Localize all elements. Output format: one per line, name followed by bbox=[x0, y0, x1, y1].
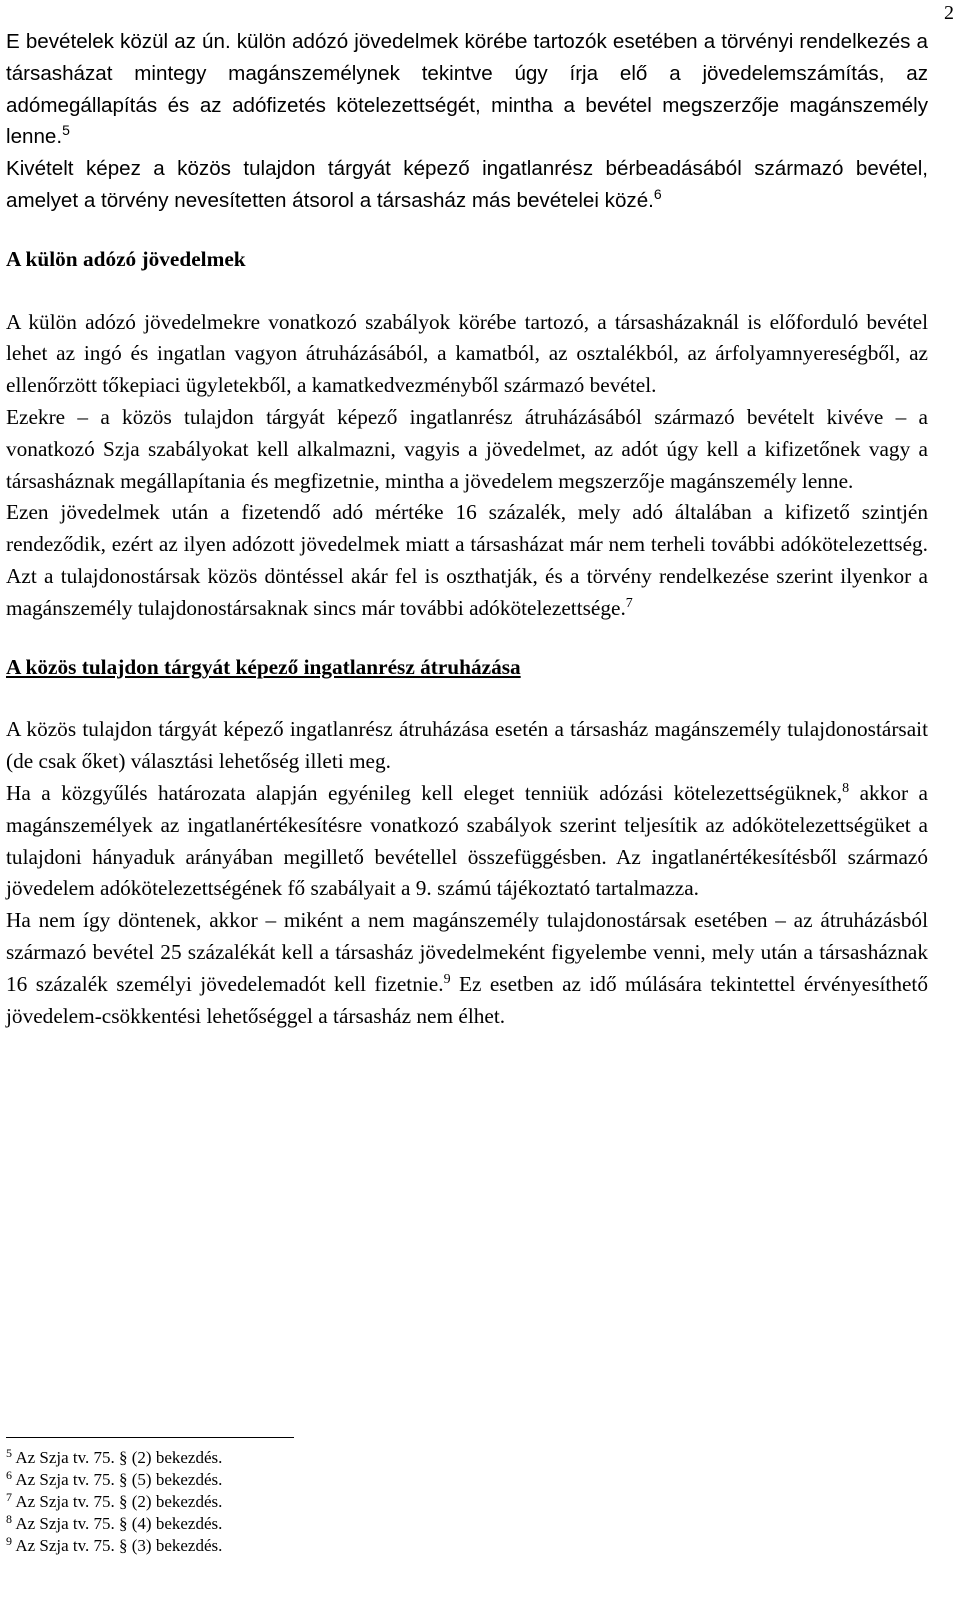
footnote-number: 5 bbox=[6, 1446, 12, 1460]
footnote-7 bbox=[6, 1491, 906, 1513]
footnote-9 bbox=[6, 1535, 906, 1557]
footnotes bbox=[6, 1437, 906, 1557]
section2-paragraph-3 bbox=[6, 905, 928, 1032]
footnote-ref-8[interactable]: 8 bbox=[842, 780, 850, 796]
section2-paragraph-3-text-a: Ha nem így döntenek, akkor – miként a nem magánszemély tulajdonostársak esetében – az átruházásból származó bevétel 25 százalékát kell a társasház jövedelmeként figyelembe venni, mely után a társasháznak 16 százalék személyi jövedelemadót kell fizetnie. bbox=[6, 908, 928, 996]
footnote-number: 6 bbox=[6, 1468, 12, 1482]
intro-paragraph-2 bbox=[6, 153, 928, 217]
footnote-number: 7 bbox=[6, 1490, 12, 1504]
section1-paragraph-2: Ezekre – a közös tulajdon tárgyát képező ingatlanrész átruházásából származó bevételt kivéve – a vonatkozó Szja szabályokat kell alkalmazni, vagyis a jövedelmet, az adót úgy kell a kifizetőnek vagy a társasháznak megállapítania és megfizetnie, mintha a jövedelem megszerzője magánszemély lenne. bbox=[6, 404, 928, 493]
page-number: 2 bbox=[944, 2, 954, 24]
footnote-number: 9 bbox=[6, 1534, 12, 1548]
footnote-text: Az Szja tv. 75. § (3) bekezdés. bbox=[15, 1536, 223, 1555]
footnote-text: Az Szja tv. 75. § (2) bekezdés. bbox=[15, 1492, 223, 1511]
section2-paragraph-2 bbox=[6, 778, 928, 905]
document-body bbox=[6, 26, 928, 1032]
footnote-text: Az Szja tv. 75. § (4) bekezdés. bbox=[15, 1514, 223, 1533]
intro-paragraph-1-text: E bevételek közül az ún. külön adózó jövedelmek körébe tartozók esetében a törvényi rendelkezés a társasházat mintegy magánszemélynek tekintve úgy írja elő a jövedelemszámítás, az adómegállapítás és az adófizetés kötelezettségét, mintha a bevétel megszerzője magánszemély lenne. bbox=[6, 30, 928, 149]
section1-paragraph-1: A külön adózó jövedelmekre vonatkozó szabályok körébe tartozó, a társasházaknál is előforduló bevétel lehet az ingó és ingatlan vagyon átruházásából, a kamatból, az osztalékból, az árfolyamnyereségből, az ellenőrzött tőkepiaci ügyletekből, a kamatkedvezményből származó bevétel. bbox=[6, 309, 928, 398]
footnote-text: Az Szja tv. 75. § (5) bekezdés. bbox=[15, 1470, 223, 1489]
footnote-8 bbox=[6, 1513, 906, 1535]
footnote-ref-5[interactable]: 5 bbox=[62, 122, 70, 139]
footnote-ref-7[interactable]: 7 bbox=[625, 595, 633, 611]
section2-paragraph-2-text-b: akkor a magánszemélyek az ingatlanértékesítésre vonatkozó szabályok szerint teljesítik az adókötelezettségüket a tulajdoni hányaduk arányában megillető bevétellel összefüggésben. Az ingatlanértékesítésből származó jövedelem adókötelezettségének fő szabályait a 9. számú tájékoztató tartalmazza. bbox=[6, 780, 928, 901]
section-heading-atruhazas bbox=[6, 652, 928, 684]
footnote-ref-9[interactable]: 9 bbox=[443, 971, 451, 987]
footnote-ref-6[interactable]: 6 bbox=[653, 185, 662, 202]
section-heading-atruhazas-text: A közös tulajdon tárgyát képező ingatlanrész átruházása bbox=[6, 654, 521, 679]
section-heading-kulon-adozo: A külön adózó jövedelmek bbox=[6, 246, 246, 271]
section1-paragraph-3-text: Ezen jövedelmek után a fizetendő adó mértéke 16 százalék, mely adó általában a kifizető szintjén rendeződik, ezért az ilyen adózott jövedelmek miatt a társasházat már nem terheli további adókötelezettség. Azt a tulajdonostársak közös döntéssel akár fel is oszthatják, és a törvény rendelkezése szerint ilyenkor a magánszemély tulajdonostársaknak sincs már további adókötelezettsége. bbox=[6, 500, 928, 620]
footnote-separator bbox=[6, 1437, 294, 1438]
section2-paragraph-2-text-a: Ha a közgyűlés határozata alapján egyénileg kell eleget tenniük adózási kötelezettségüknek, bbox=[6, 780, 843, 805]
section2-paragraph-3-text-b: Ez esetben az idő múlására tekintettel érvényesíthető jövedelem-csökkentési lehetőséggel a társasház nem élhet. bbox=[6, 971, 928, 1028]
footnote-text: Az Szja tv. 75. § (2) bekezdés. bbox=[15, 1448, 223, 1467]
footnote-number: 8 bbox=[6, 1512, 12, 1526]
section1-paragraph-3 bbox=[6, 497, 928, 624]
footnote-6 bbox=[6, 1469, 906, 1491]
section2-paragraph-1: A közös tulajdon tárgyát képező ingatlanrész átruházása esetén a társasház magánszemély tulajdonostársait (de csak őket) választási lehetőség illeti meg. bbox=[6, 717, 928, 774]
intro-paragraph-2-text: Kivételt képez a közös tulajdon tárgyát képező ingatlanrész bérbeadásából származó bevétel, amelyet a törvény nevesítetten átsorol a társasház más bevételei közé. bbox=[6, 157, 928, 212]
intro-paragraph-1 bbox=[6, 26, 928, 153]
footnote-5 bbox=[6, 1447, 906, 1469]
